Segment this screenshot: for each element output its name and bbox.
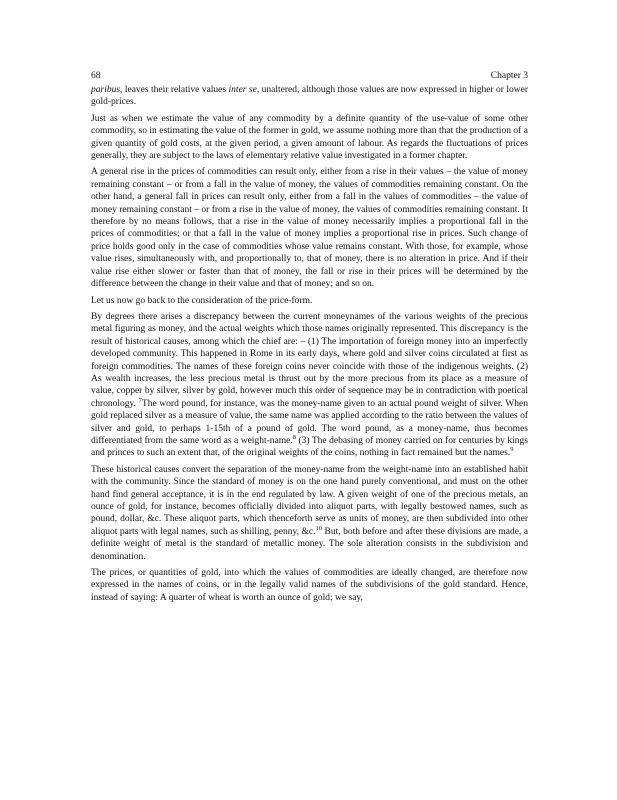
italic-term: inter se bbox=[228, 85, 257, 95]
document-page bbox=[91, 70, 528, 608]
paragraph-1: paribus, leaves their relative values inter se, unaltered, although those values are now expressed in higher or lower gold-prices. bbox=[91, 85, 529, 108]
footnote-marker: 9 bbox=[510, 446, 514, 454]
page-number: 68 bbox=[91, 71, 101, 81]
paragraph-7: The prices, or quantities of gold, into which the values of commodities are ideally changed, are therefore now expressed in the names of coins, or in the legally valid names of the subdivisions of the gold standard. Hence, instead of saying: A quarter of wheat is worth an ounce of gold; we say, bbox=[91, 568, 528, 603]
paragraph-6: These historical causes convert the separation of the money-name from the weight-name into an established habit with the community. Since the standard of money is on the one hand purely conventional, and must on the other hand find general acceptance, it is in the end regulated by law. A given weight of one of the precious metals, an ounce of gold, for instance, becomes officially divided into aliquot parts, with legally bestowed names, such as pound, dollar, &c. These aliquot parts, which thenceforth serve as units of money, are then subdivided into other aliquot parts with legal names, such as shilling, penny, &c.$^{10}$ But, both before and after these divisions are made, a definite weight of metal is the standard of metallic money. The sole alteration consists in the subdivision and denomination. bbox=[91, 464, 528, 562]
footnote-marker: 8 bbox=[292, 433, 296, 441]
footnote-marker: 10 bbox=[315, 524, 323, 532]
paragraph-2: Just as when we estimate the value of any commodity by a definite quantity of the use-value of some other commodity, so in estimating the value of the former in gold, we assume nothing more than that the production of a given quantity of gold costs, at the given period, a given amount of labour. As regards the fluctuations of prices generally, they are subject to the laws of elementary relative value investigated in a former chapter. bbox=[91, 113, 528, 162]
paragraph-3: A general rise in the prices of commodities can result only, either from a rise in their values – the value of money remaining constant – or from a fall in the value of money, the values of commodities remaining constant. On the other hand, a general fall in prices can result only, either from a fall in the values of commodities – the value of money remaining constant – or from a rise in the value of money, the values of commodities remaining constant. It therefore by no means follows, that a rise in the value of money necessarily implies a proportional fall in the prices of commodities; or that a fall in the value of money implies a proportional rise in prices. Such change of price holds good only in the case of commodities whose value remains constant. With those, for example, whose value rises, simultaneously with, and proportionally to, that of money, there is no alteration in price. And if their value rise either slower or faster than that of money, the fall or rise in their prices will be determined by the difference between the change in their value and that of money; and so on. bbox=[91, 167, 528, 290]
footnote-marker: 7 bbox=[138, 396, 142, 404]
paragraph-5: By degrees there arises a discrepancy between the current moneynames of the various weights of the precious metal figuring as money, and the actual weights which those names originally represented. This discrepancy is the result of historical causes, among which the chief are: – (1) The importation of foreign money into an imperfectly developed community. This happened in Rome in its early days, where gold and silver coins circulated at first as foreign commodities. The names of these foreign coins never coincide with those of the indigenous weights. (2) As wealth increases, the less precious metal is thrust out by the more precious from its place as a measure of value, copper by silver, silver by gold, however much this order of sequence may be in contradiction with poetical chronology. $^7$The word pound, for instance, was the money-name given to an actual pound weight of silver. When gold replaced silver as a measure of value, the same name was applied according to the ratio between the values of silver and gold, to perhaps 1-15th of a pound of gold. The word pound, as a money-name, thus becomes differentiated from the same word as a weight-name.$^8$ (3) The debasing of money carried on for centuries by kings and princes to such an extent that, of the original weights of the coins, nothing in fact remained but the names.$^9$ bbox=[91, 311, 528, 459]
italic-term: paribus bbox=[91, 85, 121, 95]
chapter-title: Chapter 3 bbox=[490, 71, 528, 81]
page-header bbox=[91, 70, 528, 83]
paragraph-4: Let us now go back to the consideration of the price-form. bbox=[91, 295, 313, 306]
